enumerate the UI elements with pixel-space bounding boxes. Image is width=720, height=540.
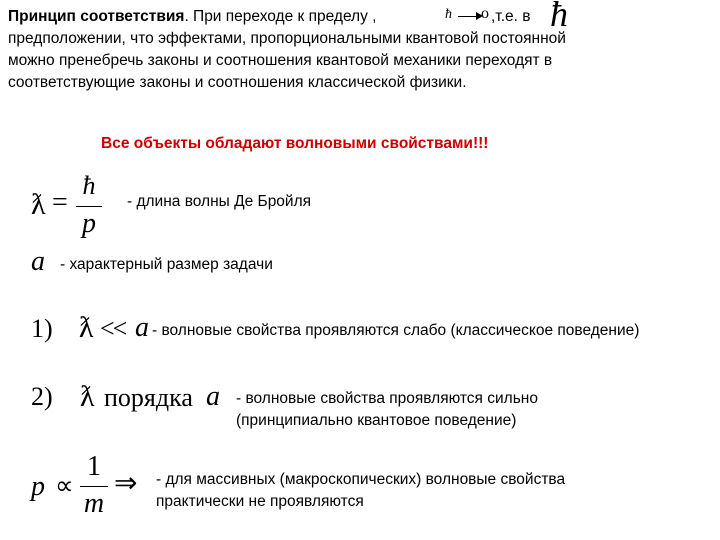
proportional-symbol: ∝ [55,471,74,500]
size-description: - характерный размер задачи [60,256,273,273]
limit-zero: o [481,5,489,22]
debroglie-denominator: p [82,208,96,239]
case-1-size-symbol: a [135,312,149,343]
principle-title: Принцип соответствия [8,8,185,25]
size-symbol: a [31,246,45,277]
case-1-description: - волновые свойства проявляются слабо (классическое поведение) [152,322,640,339]
implies-arrow: ⇒ [114,468,138,499]
case-1-number: 1) [31,314,53,343]
intro-line-4: соответствующие законы и соотношения классической физики. [8,74,467,91]
equals-sign: = [52,187,68,218]
case-1-relation: << [100,314,126,343]
case-2-description-line-2: (принципиально квантовое поведение) [236,412,517,429]
intro-line-3: можно пренебречь законы и соотношения квантовой механики переходят в [8,52,553,69]
massive-description-line-2: практически не проявляются [156,493,364,510]
intro-line-1-tail: ,т.е. в [491,8,531,25]
case-2-number: 2) [31,382,53,411]
lambda-bar-symbol: ƛ [31,188,46,221]
wave-properties-statement: Все объекты обладают волновыми свойствами!!! [101,135,489,152]
massive-fraction-bar [80,486,108,487]
debroglie-fraction-bar [76,206,102,207]
case-2-size-symbol: a [206,381,220,412]
hbar-symbol-large: ħ [550,0,568,34]
intro-line-2: предположении, что эффектами, пропорциональными квантовой постоянной [8,30,566,47]
limit-hbar-symbol: ħ [445,7,452,22]
intro-line-1-text: . При переходе к пределу , [184,8,377,25]
debroglie-description: - длина волны Де Бройля [127,193,312,210]
case-2-relation: порядка [104,383,193,412]
case-2-description-line-1: - волновые свойства проявляются сильно [236,390,538,407]
momentum-symbol: p [31,471,45,502]
case-1-lambda: ƛ [79,311,94,344]
massive-numerator: 1 [87,451,101,482]
case-2-lambda: ƛ [80,380,95,413]
debroglie-numerator: ħ [82,171,96,200]
massive-description-line-1: - для массивных (макроскопических) волновые свойства [156,471,566,488]
massive-denominator: m [83,488,105,519]
intro-line-1 [8,6,376,28]
